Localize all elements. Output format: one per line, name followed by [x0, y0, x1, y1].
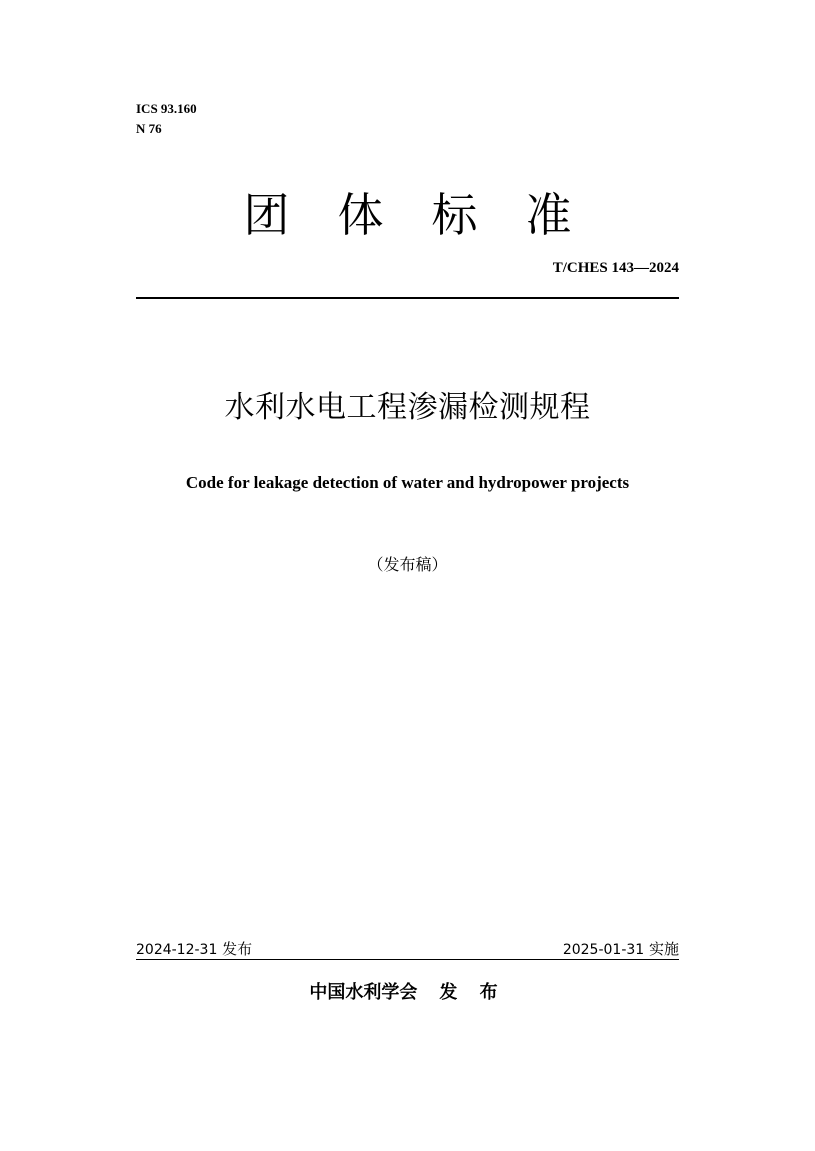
ccs-code: N 76	[136, 121, 162, 136]
release-date-group	[136, 939, 252, 960]
implement-label: 实施	[648, 940, 679, 958]
implement-date: 2025-01-31	[562, 942, 645, 958]
date-row	[136, 938, 679, 960]
publisher-line	[0, 980, 815, 1006]
standard-number: T/CHES 143—2024	[552, 260, 679, 276]
top-divider	[136, 297, 679, 299]
standard-type-heading: 团体标准	[243, 188, 620, 242]
publisher-action: 发 布	[439, 982, 506, 1003]
bottom-divider	[136, 959, 679, 960]
implement-date-group	[563, 939, 679, 960]
release-date: 2024-12-31	[136, 942, 218, 958]
ics-code: ICS 93.160	[136, 101, 197, 116]
release-label: 发布	[222, 940, 253, 958]
document-title-english: Code for leakage detection of water and hydropower projects	[185, 473, 630, 492]
document-title-chinese: 水利水电工程渗漏检测规程	[224, 390, 591, 425]
draft-status: （发布稿）	[367, 555, 448, 574]
publisher-name: 中国水利学会	[309, 982, 418, 1003]
